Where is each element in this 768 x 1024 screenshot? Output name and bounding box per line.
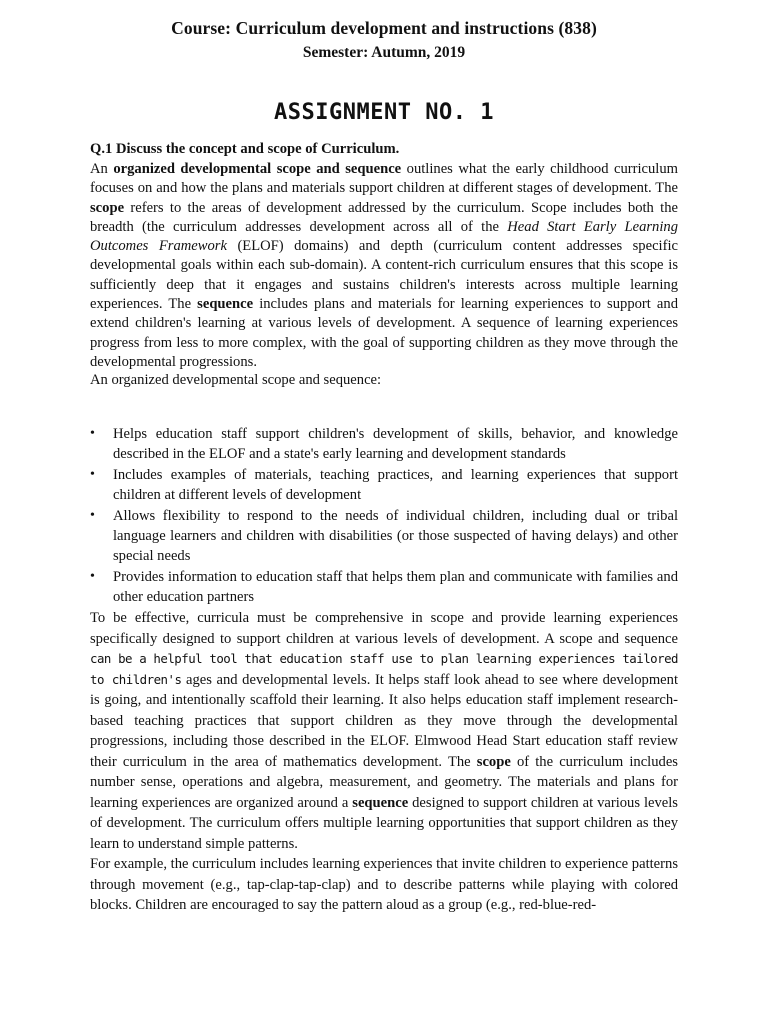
bullet-icon: • — [90, 569, 95, 584]
list-item: • Helps education staff support children's development of skills, behavior, and knowledge described in the ELOF and a state's early learning and development standards — [90, 426, 678, 462]
bold-term: sequence — [197, 296, 254, 313]
bold-term: organized developmental scope and sequence — [113, 161, 402, 177]
bullet-icon: • — [90, 508, 95, 523]
list-item: • Includes examples of materials, teaching practices, and learning experiences that support children at different levels of development — [90, 467, 678, 503]
italic-title: Head Start Early Learning Outcomes Framework — [90, 218, 678, 255]
list-item: • Provides information to education staff that helps them plan and communicate with families and other education partners — [90, 569, 678, 605]
paragraph-effective-curricula: To be effective, curricula must be comprehensive in scope and provide learning experiences specifically designed to support children at various levels of development. A scope and sequence can be a helpful tool that education staff use to plan learning experiences tailored to children's ages and developmental levels. It helps staff look ahead to see where development is going, and intentionally scaffold their learning. It also helps education staff implement research-based teaching practices that support children as they move through the developmental progressions, including those described in the ELOF. Elmwood Head Start education staff review their curriculum in the area of mathematics development. The scope of the curriculum includes number sense, operations and algebra, measurement, and geometry. The materials and plans for learning experiences are organized around a sequence designed to support children at various levels of development. The curriculum offers multiple learning opportunities that support children as they learn to understand simple patterns. — [90, 610, 678, 852]
bold-term: scope — [476, 753, 511, 770]
bullet-icon: • — [90, 426, 95, 441]
bold-term: sequence — [352, 794, 409, 811]
bullet-list — [90, 424, 678, 608]
bullet-icon: • — [90, 467, 95, 482]
paragraph-scope-sequence: An organized developmental scope and sequence outlines what the early childhood curriculum focuses on and how the plans and materials support children at different stages of development. The scope refers to the areas of development addressed by the curriculum. Scope includes both the breadth (the curriculum addresses development across all of the Head Start Early Learning Outcomes Framework (ELOF) domains) and depth (curriculum content addresses specific developmental goals within each sub-domain). A content-rich curriculum ensures that this scope is sufficiently deep that it engages and sustains children's interests across multiple learning experiences. The sequence includes plans and materials for learning experiences to support and extend children's learning at various levels of development. A sequence of learning experiences progress from less to more complex, with the goal of supporting children as they move through the developmental progressions. — [90, 161, 679, 370]
bold-term: scope — [90, 199, 125, 216]
assignment-title: ASSIGNMENT NO. 1 — [274, 100, 494, 125]
list-item: • Allows flexibility to respond to the needs of individual children, including dual or tribal language learners and children with disabilities (or those suspected of having delays) and other special needs — [90, 508, 678, 564]
monospace-run: can be a helpful tool that education staff use to plan learning experiences tailored to children's — [90, 651, 678, 687]
paragraph-example: For example, the curriculum includes learning experiences that invite children to experience patterns through movement (e.g., tap-clap-tap-clap) and to describe patterns while playing with colored blocks. Children are encouraged to say the pattern aloud as a group (e.g., red-blue-red- — [90, 856, 678, 913]
question-heading: Q.1 Discuss the concept and scope of Curriculum. — [90, 141, 400, 157]
list-intro: An organized developmental scope and sequence: — [90, 372, 382, 388]
semester-line: Semester: Autumn, 2019 — [302, 44, 466, 61]
course-title: Course: Curriculum development and instructions (838) — [171, 18, 597, 38]
